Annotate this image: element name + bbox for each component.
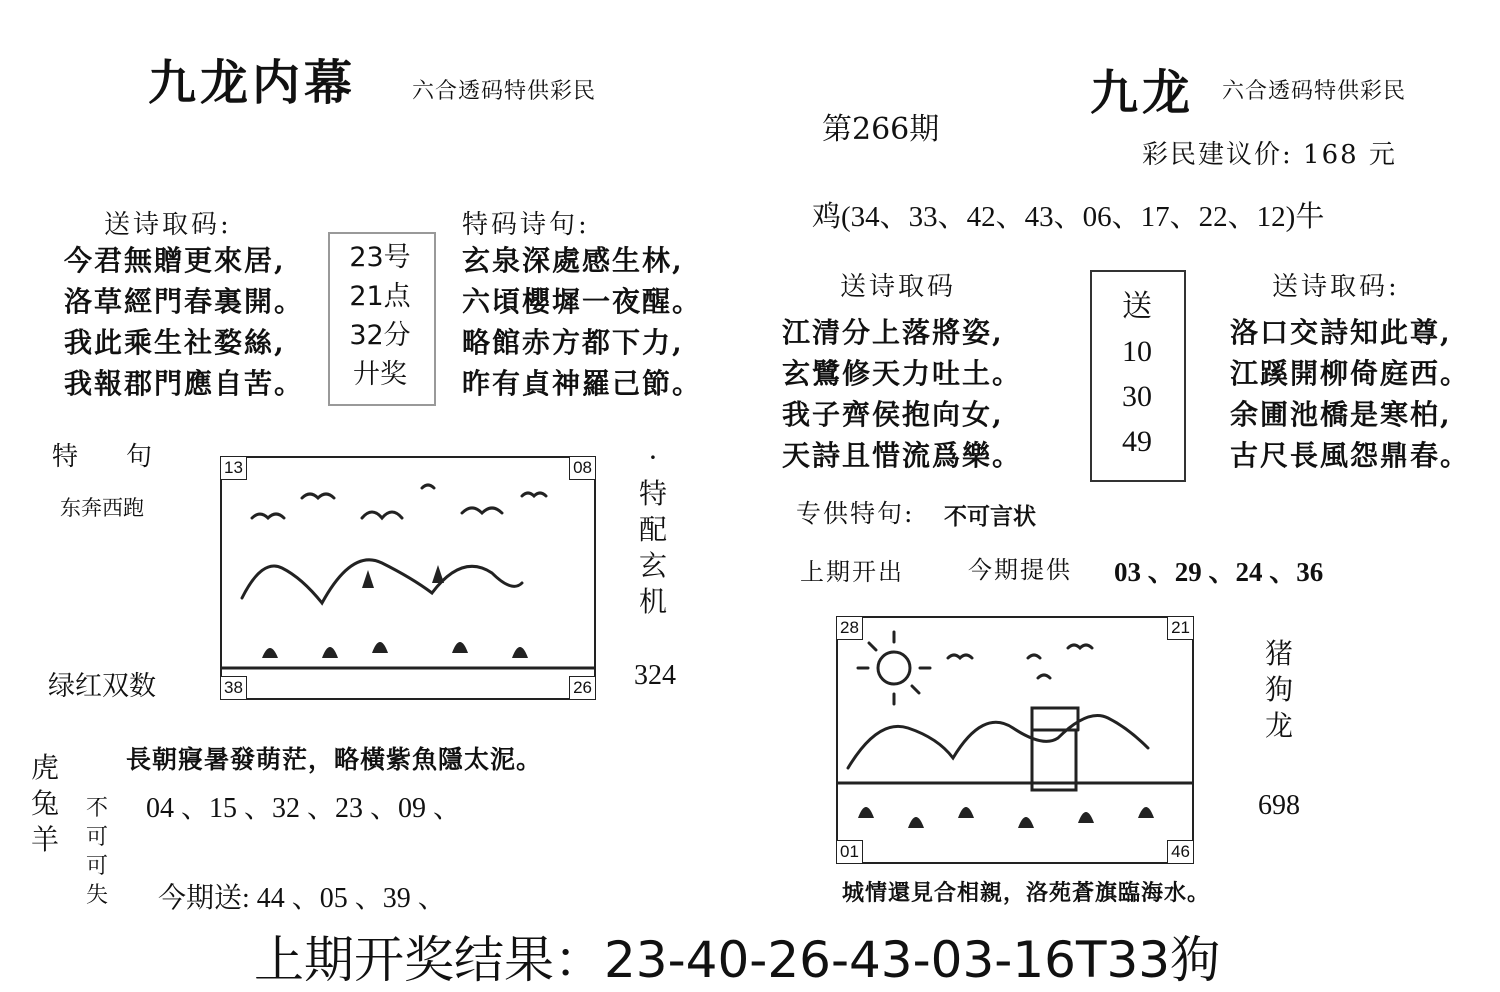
special-poem-line: 昨有貞神羅己節。 <box>462 367 703 400</box>
special-poem-line: 六頃櫻墀一夜醒。 <box>462 285 703 318</box>
picture-corner-number: 13 <box>220 456 247 480</box>
left-poem-line: 今君無贈更來居, <box>64 244 286 277</box>
picture-corner-number: 08 <box>569 456 596 480</box>
special-label: 特 句 <box>52 442 156 472</box>
right-poem-line: 我子齊侯抱向女, <box>782 398 1004 431</box>
send-line: 送 <box>1122 290 1152 323</box>
zodiac-char: 兔 <box>30 787 59 820</box>
right-side-vertical <box>1262 636 1296 744</box>
left-numbers-row: 04 、15 、32 、23 、09 、 <box>146 793 462 824</box>
right-title: 九龙 <box>1090 65 1195 121</box>
special-poem-line: 玄泉深處感生林, <box>462 244 684 277</box>
picture-corner-number: 38 <box>220 676 247 700</box>
left-this-issue: 今期送: 44 、05 、39 、 <box>158 883 446 914</box>
not-miss-char: 失 <box>85 883 108 908</box>
right-landscape-drawing <box>838 618 1192 862</box>
zodiac-char: 羊 <box>30 823 59 856</box>
right-poem2-line: 余圃池橋是寒柏, <box>1230 398 1452 431</box>
send-line: 30 <box>1122 380 1152 413</box>
zodiac-char: 虎 <box>30 751 59 784</box>
not-miss-char: 不 <box>85 796 108 821</box>
left-poem-heading: 送诗取码: <box>104 210 232 240</box>
price: 彩民建议价: 168 元 <box>1142 140 1397 170</box>
side-char: 机 <box>638 585 667 618</box>
right-poem-line: 玄鷺修天力吐土。 <box>782 357 1023 390</box>
right-bottom-poem: 城情還見合相親，洛苑蒼旗臨海水。 <box>842 880 1211 906</box>
last-draw-result: 上期开奖结果：23-40-26-43-03-16T33狗 <box>254 931 1221 989</box>
right-side-number: 698 <box>1258 790 1300 821</box>
issue-number: 第266期 <box>822 112 940 147</box>
side-char: 龙 <box>1264 709 1293 742</box>
left-special-poem-heading: 特码诗句: <box>462 210 590 240</box>
side-char: 玄 <box>638 549 667 582</box>
right-poem-heading: 送诗取码 <box>840 272 957 302</box>
special-text: 东奔西跑 <box>60 496 144 520</box>
left-bottom-poem: 長朝寢暑發萌茫，略橫紫魚隱太泥。 <box>126 745 543 774</box>
prize-line: 32分 <box>349 320 411 351</box>
left-poem-line: 洛草經門春裏開。 <box>64 285 305 318</box>
right-landscape-picture <box>836 616 1194 864</box>
right-poem-line: 江清分上落將姿, <box>782 316 1004 349</box>
left-poem-line: 我報郡門應自苦。 <box>64 367 305 400</box>
right-poem-line: 天詩且惜流爲樂。 <box>782 439 1023 472</box>
right-poem2-line: 江蹊開柳倚庭西。 <box>1230 357 1471 390</box>
special-line-label: 专供特句: <box>796 499 915 528</box>
left-special-poem <box>462 240 702 404</box>
picture-corner-number: 46 <box>1167 840 1194 864</box>
picture-corner-number: 28 <box>836 616 863 640</box>
special-line-text: 不可言状 <box>944 503 1036 530</box>
not-miss-vertical <box>84 794 110 910</box>
side-char: 特 <box>638 477 667 510</box>
left-prize-lines <box>334 238 426 394</box>
color-text: 绿红双数 <box>48 671 156 702</box>
right-poem2-line: 古尺長風怨鼎春。 <box>1230 439 1471 472</box>
left-landscape-picture <box>220 456 596 700</box>
left-side-vertical <box>636 440 670 620</box>
right-subtitle: 六合透码特供彩民 <box>1222 79 1407 104</box>
side-char: 猪 <box>1264 637 1293 670</box>
side-char: 配 <box>638 513 667 546</box>
send-line: 10 <box>1122 335 1152 368</box>
special-poem-line: 略館赤方都下力, <box>462 326 684 359</box>
picture-corner-number: 01 <box>836 840 863 864</box>
right-send-lines <box>1092 284 1182 464</box>
left-title: 九龙内幕 <box>148 55 357 111</box>
zodiac-vertical <box>28 750 62 858</box>
right-poem <box>782 312 1022 476</box>
prize-line: 23号 <box>349 242 411 273</box>
right-poem2-line: 洛口交詩知此尊, <box>1230 316 1452 349</box>
left-poem-line: 我此乘生社婺絲, <box>64 326 286 359</box>
right-poem2 <box>1230 312 1470 476</box>
this-issue-label: 今期提供 <box>968 556 1072 584</box>
side-char: 狗 <box>1264 673 1293 706</box>
last-issue-label: 上期开出 <box>800 558 904 586</box>
left-subtitle: 六合透码特供彩民 <box>412 79 597 104</box>
right-poem2-heading: 送诗取码: <box>1272 272 1400 302</box>
prize-line: 21点 <box>349 281 411 312</box>
this-issue-numbers: 03 、29 、24 、36 <box>1114 557 1324 587</box>
not-miss-char: 可 <box>85 825 108 850</box>
prize-line: 廾奖 <box>353 359 407 390</box>
not-miss-char: 可 <box>85 854 108 879</box>
send-line: 49 <box>1122 425 1152 458</box>
picture-corner-number: 26 <box>569 676 596 700</box>
right-numbers-line: 鸡(34、33、42、43、06、17、22、12)牛 <box>812 201 1325 233</box>
left-landscape-drawing <box>222 458 594 698</box>
picture-corner-number: 21 <box>1167 616 1194 640</box>
left-poem <box>64 240 304 404</box>
left-side-number: 324 <box>634 660 676 691</box>
side-char: · <box>648 441 658 474</box>
